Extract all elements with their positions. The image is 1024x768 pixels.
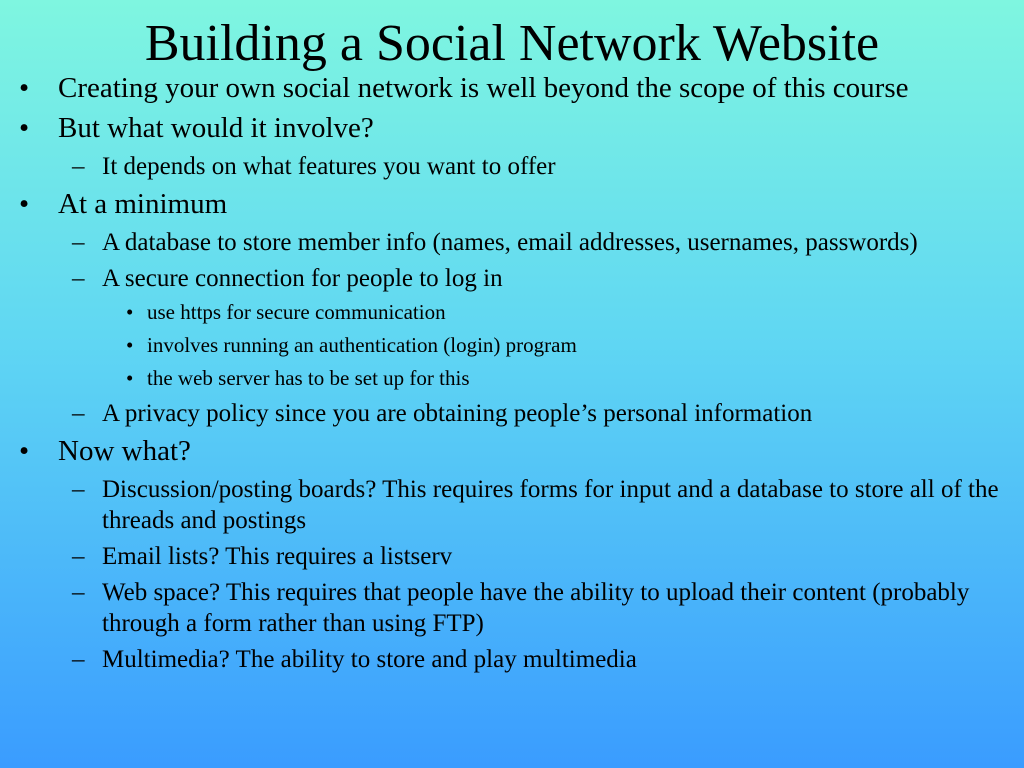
sub-bullet-item xyxy=(0,398,1024,429)
sub-sub-bullet-item xyxy=(0,332,1024,359)
bullet-marker: • xyxy=(126,333,134,357)
dash-marker: – xyxy=(72,579,85,606)
dash-marker: – xyxy=(72,229,85,256)
sub-bullet-item xyxy=(0,644,1024,675)
bullet-text: But what would it involve? xyxy=(58,112,374,144)
sub-bullet-text: Web space? This requires that people have the ability to upload their content (probably through a form rather than using FTP) xyxy=(102,579,970,637)
sub-bullet-item xyxy=(0,474,1024,536)
bullet-marker: • xyxy=(19,435,30,467)
sub-bullet-text: A privacy policy since you are obtaining people’s personal information xyxy=(102,400,813,427)
dash-marker: – xyxy=(72,543,85,570)
sub-bullet-item xyxy=(0,541,1024,572)
bullet-marker: • xyxy=(19,188,30,220)
dash-marker: – xyxy=(72,476,85,503)
bullet-item xyxy=(0,434,1024,468)
bullet-marker: • xyxy=(19,112,30,144)
bullet-marker: • xyxy=(126,300,134,324)
sub-bullet-item xyxy=(0,227,1024,258)
sub-bullet-text: A database to store member info (names, email addresses, usernames, passwords) xyxy=(102,229,918,256)
bullet-item xyxy=(0,111,1024,145)
sub-sub-bullet-text: the web server has to be set up for this xyxy=(147,366,470,390)
sub-sub-bullet-text: involves running an authentication (login) program xyxy=(147,333,577,357)
sub-bullet-text: Multimedia? The ability to store and play multimedia xyxy=(102,646,637,673)
sub-bullet-text: It depends on what features you want to offer xyxy=(102,153,556,180)
bullet-item xyxy=(0,187,1024,221)
dash-marker: – xyxy=(72,265,85,292)
sub-bullet-item xyxy=(0,263,1024,294)
bullet-text: At a minimum xyxy=(58,188,228,220)
bullet-text: Now what? xyxy=(58,435,191,467)
bullet-text: Creating your own social network is well beyond the scope of this course xyxy=(58,72,909,104)
sub-sub-bullet-item xyxy=(0,365,1024,392)
sub-bullet-text: A secure connection for people to log in xyxy=(102,265,503,292)
bullet-list xyxy=(0,71,1024,680)
dash-marker: – xyxy=(72,400,85,427)
slide-title: Building a Social Network Website xyxy=(144,15,880,72)
sub-bullet-item xyxy=(0,577,1024,639)
bullet-marker: • xyxy=(126,366,134,390)
bullet-item xyxy=(0,71,1024,105)
dash-marker: – xyxy=(72,153,85,180)
sub-sub-bullet-text: use https for secure communication xyxy=(147,300,446,324)
sub-bullet-text: Email lists? This requires a listserv xyxy=(102,543,453,570)
sub-sub-bullet-item xyxy=(0,299,1024,326)
dash-marker: – xyxy=(72,646,85,673)
sub-bullet-text: Discussion/posting boards? This requires forms for input and a database to store all of the threads and postings xyxy=(102,476,999,534)
sub-bullet-item xyxy=(0,151,1024,182)
bullet-marker: • xyxy=(19,72,30,104)
